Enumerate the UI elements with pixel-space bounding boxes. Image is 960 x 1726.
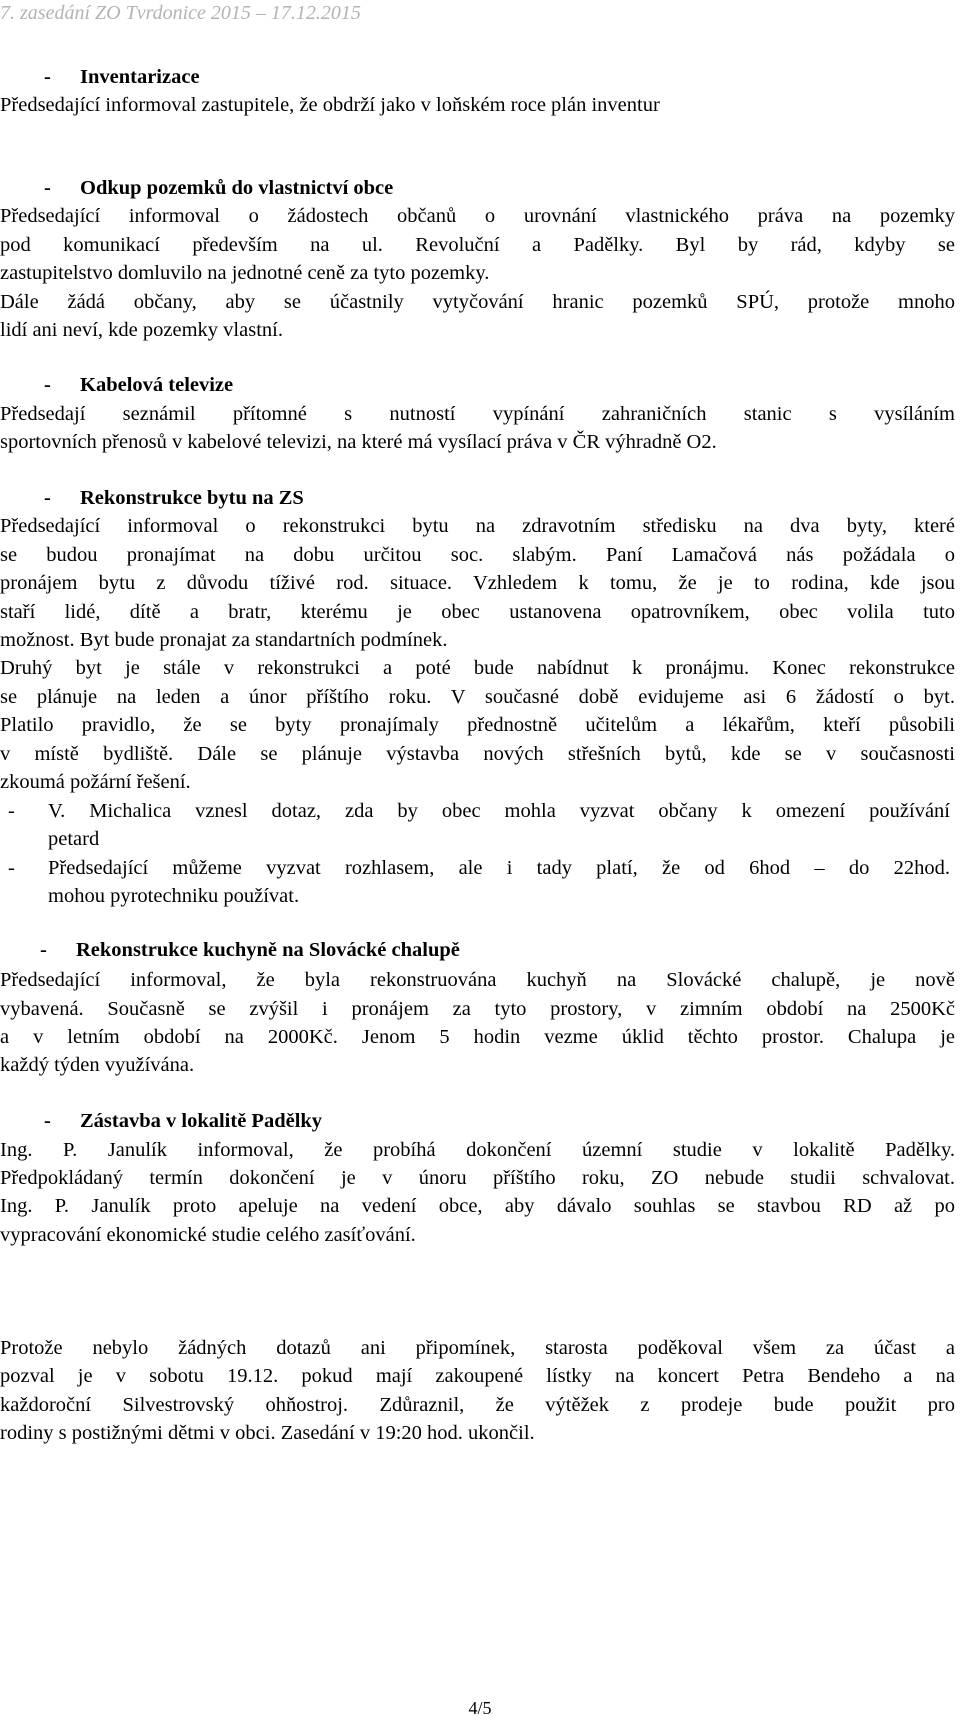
paragraph-line: pod komunikací především na ul. Revoluční a Padělky. Byl by rád, kdyby se: [0, 234, 955, 256]
paragraph-line: Předsedající informoval, že byla rekonstruována kuchyň na Slovácké chalupě, je nově: [0, 969, 955, 991]
dash-marker: -: [44, 177, 51, 199]
dash-marker: -: [40, 939, 47, 961]
heading-text: Zástavba v lokalitě Padělky: [80, 1110, 323, 1132]
paragraph-line: Dále žádá občany, aby se účastnily vytyčování hranic pozemků SPÚ, protože mnoho: [0, 291, 955, 313]
paragraph-line: pronájem bytu z důvodu tíživé rod. situace. Vzhledem k tomu, že je to rodina, kde jsou: [0, 572, 955, 594]
page-number: 4/5: [468, 1698, 492, 1718]
paragraph-line: vybavená. Současně se zvýšil i pronájem za tyto prostory, v zimním období na 2500Kč: [0, 998, 955, 1020]
bullet-text: Předsedající můžeme vyzvat rozhlasem, ale i tady platí, že od 6hod – do 22hod.: [48, 857, 950, 879]
paragraph-line: Předpokládaný termín dokončení je v únoru příštího roku, ZO nebude studii schvalovat.: [0, 1167, 955, 1189]
paragraph-line: Druhý byt je stále v rekonstrukci a poté bude nabídnut k pronájmu. Konec rekonstrukce: [0, 657, 955, 679]
dash-marker: -: [8, 800, 15, 822]
paragraph-line: rodiny s postižnými dětmi v obci. Zasedání v 19:20 hod. ukončil.: [0, 1422, 535, 1444]
paragraph-line: Protože nebylo žádných dotazů ani připomínek, starosta poděkoval všem za účast a: [0, 1337, 955, 1359]
bullet-text: petard: [48, 828, 100, 850]
bullet-line: [0, 825, 955, 853]
paragraph-line: Předsedají seznámil přítomné s nutností vypínání zahraničních stanic s vysíláním: [0, 403, 955, 425]
section-heading: [0, 936, 955, 964]
dash-marker: -: [44, 66, 51, 88]
paragraph-line: zastupitelstvo domluvilo na jednotné ceně za tyto pozemky.: [0, 262, 490, 284]
paragraph-line: sportovních přenosů v kabelové televizi, na které má vysílací práva v ČR výhradně O2.: [0, 431, 717, 453]
section-heading: [0, 1107, 955, 1135]
paragraph-line: a v letním období na 2000Kč. Jenom 5 hodin vezme úklid těchto prostor. Chalupa je: [0, 1026, 955, 1048]
bullet-text: mohou pyrotechniku používat.: [48, 885, 300, 907]
paragraph-line: staří lidé, dítě a bratr, kterému je obec ustanovena opatrovníkem, obec volila tuto: [0, 601, 955, 623]
dash-marker: -: [8, 857, 15, 879]
paragraph-line: vypracování ekonomické studie celého zasíťování.: [0, 1224, 416, 1246]
paragraph-line: v místě bydliště. Dále se plánuje výstavba nových střešních bytů, kde se v současnosti: [0, 743, 955, 765]
bullet-text: V. Michalica vznesl dotaz, zda by obec mohla vyzvat občany k omezení používání: [48, 800, 950, 822]
bullet-line: [0, 854, 955, 882]
paragraph-line: se plánuje na leden a únor příštího roku. V současné době evidujeme asi 6 žádostí o byt.: [0, 686, 955, 708]
section-heading: [0, 174, 955, 202]
paragraph-line: Ing. P. Janulík proto apeluje na vedení obce, aby dávalo souhlas se stavbou RD až po: [0, 1195, 955, 1217]
heading-text: Rekonstrukce kuchyně na Slovácké chalupě: [76, 939, 460, 961]
paragraph-line: Předsedající informoval o rekonstrukci bytu na zdravotním středisku na dva byty, které: [0, 515, 955, 537]
paragraph-line: Předsedající informoval o žádostech občanů o urovnání vlastnického práva na pozemky: [0, 205, 955, 227]
paragraph-line: možnost. Byt bude pronajat za standartních podmínek.: [0, 629, 448, 651]
paragraph-line: Platilo pravidlo, že se byty pronajímaly přednostně učitelům a lékařům, kteří působili: [0, 714, 955, 736]
paragraph-line: Ing. P. Janulík informoval, že probíhá dokončení územní studie v lokalitě Padělky.: [0, 1139, 955, 1161]
page-header: 7. zasedání ZO Tvrdonice 2015 – 17.12.2015: [0, 2, 361, 24]
section-heading: [0, 63, 955, 91]
dash-marker: -: [44, 487, 51, 509]
dash-marker: -: [44, 374, 51, 396]
paragraph-line: každoroční Silvestrovský ohňostroj. Zdůraznil, že výtěžek z prodeje bude použit pro: [0, 1394, 955, 1416]
heading-text: Kabelová televize: [80, 374, 234, 396]
paragraph-line: Předsedající informoval zastupitele, že obdrží jako v loňském roce plán inventur: [0, 94, 660, 116]
bullet-line: [0, 882, 955, 910]
paragraph-line: každý týden využívána.: [0, 1054, 195, 1076]
heading-text: Rekonstrukce bytu na ZS: [80, 487, 304, 509]
paragraph-line: pozval je v sobotu 19.12. pokud mají zakoupené lístky na koncert Petra Bendeho a na: [0, 1365, 955, 1387]
section-heading: [0, 371, 955, 399]
dash-marker: -: [44, 1110, 51, 1132]
bullet-line: [0, 797, 955, 825]
heading-text: Inventarizace: [80, 66, 200, 88]
paragraph-line: zkoumá požární řešení.: [0, 771, 191, 793]
paragraph-line: lidí ani neví, kde pozemky vlastní.: [0, 319, 283, 341]
heading-text: Odkup pozemků do vlastnictví obce: [80, 177, 394, 199]
paragraph-line: se budou pronajímat na dobu určitou soc. slabým. Paní Lamačová nás požádala o: [0, 544, 955, 566]
section-heading: [0, 484, 955, 512]
